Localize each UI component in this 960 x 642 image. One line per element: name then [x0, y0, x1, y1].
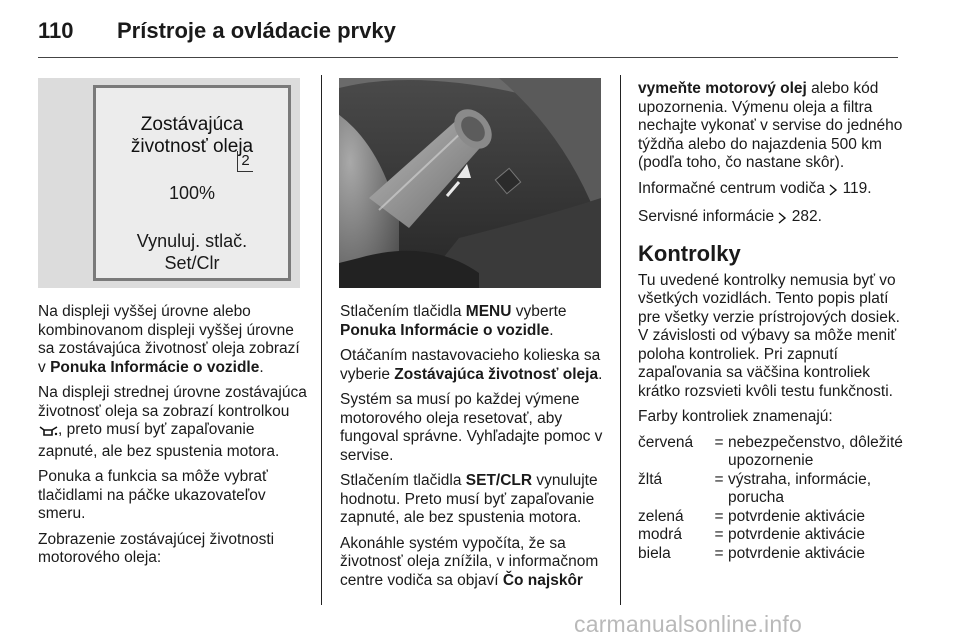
display-reset-line1: Vynuluj. stlač.	[136, 231, 248, 251]
col2-paragraph-5	[340, 535, 610, 591]
menu-reference: Ponuka Informácie o vozidle	[50, 358, 260, 376]
section-heading: Kontrolky	[638, 240, 741, 266]
col1-paragraph-2	[38, 384, 310, 461]
text: Stlačením tlačidla	[340, 303, 466, 320]
watermark: carmanualsonline.info	[574, 611, 802, 637]
page-title: Prístroje a ovládacie prvky	[117, 18, 396, 43]
equals-sign: =	[714, 544, 724, 562]
menu-reference: Zostávajúca životnosť oleja	[394, 365, 599, 383]
col3-paragraph-3	[638, 208, 903, 230]
text-column-1	[38, 303, 310, 575]
text-column-3	[638, 80, 903, 563]
color-name: žltá	[638, 470, 663, 488]
column-separator-left	[321, 75, 322, 605]
table-row	[638, 508, 903, 527]
text: .	[598, 365, 603, 383]
info-display-screen	[93, 85, 291, 281]
header-rule	[38, 57, 898, 58]
turn-signal-stalk-image	[339, 78, 601, 288]
color-meaning: potvrdenie aktivácie	[728, 507, 865, 525]
col1-paragraph-4: Zobrazenie zostávajúcej životnosti motorového oleja:	[38, 530, 275, 566]
color-meaning: potvrdenie aktivácie	[728, 526, 865, 543]
text-column-2	[340, 303, 610, 597]
equals-sign: =	[714, 526, 724, 543]
col3-paragraph-1	[638, 80, 903, 173]
display-reset-hint	[96, 230, 288, 274]
text: Otáčaním nastavovacieho kolieska sa vyberie	[340, 347, 601, 383]
table-row	[638, 434, 903, 471]
page-ref-arrow-icon	[829, 183, 838, 202]
color-meaning: potvrdenie aktivácie	[728, 544, 865, 562]
display-title-line2: životnosť oleja	[130, 136, 254, 157]
color-name: červená	[638, 433, 694, 451]
display-illustration	[38, 78, 300, 288]
table-row	[638, 471, 903, 508]
text: .	[259, 358, 264, 376]
col3-paragraph-5: Farby kontroliek znamenajú:	[638, 408, 833, 425]
text: Na displeji strednej úrovne zostávajúca životnosť oleja sa zobrazí kontrolkou	[38, 384, 307, 420]
text: , preto musí byť zapaľovanie zapnuté, ale bez spustenia motora.	[38, 421, 280, 460]
text: .	[817, 208, 822, 225]
page-reference[interactable]: 119	[842, 179, 868, 197]
equals-sign: =	[714, 470, 724, 488]
text: .	[867, 179, 872, 197]
stalk-photo	[339, 78, 601, 288]
text: alebo kód upozornenia. Výmenu oleja a filtra nechajte vykonať v servise do jedného týždňa alebo do najazdenia 500 km (podľa toho, čo nastane skôr).	[638, 80, 903, 171]
color-meaning: výstraha, informácie, porucha	[728, 470, 871, 506]
text: Akonáhle systém vypočíta, že sa životnosť oleja znížila, v informačnom centre vodiča sa objaví	[340, 534, 599, 589]
display-page-badge: 2	[237, 151, 253, 172]
color-meaning-table	[638, 434, 903, 564]
color-meaning: nebezpečenstvo, dôležité upozornenie	[728, 433, 903, 469]
message-reference: vymeňte motorový olej	[638, 80, 807, 97]
display-title	[96, 114, 288, 158]
text: Stlačením tlačidla	[340, 472, 466, 489]
color-name: biela	[638, 544, 671, 562]
page-ref-arrow-icon	[778, 211, 787, 230]
button-reference: MENU	[465, 303, 512, 320]
text: Servisné informácie	[638, 208, 779, 225]
text: .	[549, 321, 554, 339]
col2-paragraph-4	[340, 472, 610, 528]
oil-can-icon	[38, 424, 58, 443]
color-name: modrá	[638, 526, 682, 543]
col2-paragraph-3: Systém sa musí po každej výmene motorového oleja resetovať, aby fungoval správne. Vyhľadajte pomoc v servise.	[340, 391, 603, 464]
equals-sign: =	[714, 433, 724, 451]
text: Informačné centrum vodiča	[638, 179, 830, 197]
button-reference: SET/CLR	[465, 472, 533, 489]
display-reset-line2: Set/Clr	[164, 253, 220, 273]
display-title-line1: Zostávajúca	[140, 114, 244, 135]
menu-reference: Ponuka Informácie o vozidle	[340, 321, 550, 339]
column-separator-right	[620, 75, 621, 605]
text: vynulujte hodnotu. Preto musí byť zapaľovanie zapnuté, ale bez spustenia motora.	[340, 472, 598, 526]
equals-sign: =	[714, 507, 724, 525]
page-header	[38, 18, 918, 48]
col1-paragraph-1	[38, 303, 310, 377]
text: Na displeji vyššej úrovne alebo kombinovanom displeji vyššej úrovne sa zostávajúca životnosť oleja zobrazí v	[38, 303, 300, 376]
table-row	[638, 545, 903, 564]
display-percent: 100%	[168, 183, 216, 203]
text: vyberte	[511, 303, 567, 320]
col2-paragraph-1	[340, 303, 610, 340]
col3-paragraph-4: Tu uvedené kontrolky nemusia byť vo všetkých vozidlách. Tento popis platí pre všetky verzie prístrojových dosiek. V závislosti od výbavy sa môže meniť poloha kontroliek. Pri zapnutí zapaľovania sa väčšina kontroliek krátko rozsvieti kvôli testu funkčnosti.	[638, 271, 900, 400]
page-reference[interactable]: 282	[791, 208, 818, 225]
col3-paragraph-2	[638, 180, 903, 202]
message-reference: Čo najskôr	[502, 571, 583, 589]
page-number: 110	[38, 18, 74, 43]
table-row	[638, 526, 903, 545]
col1-paragraph-3: Ponuka a funkcia sa môže vybrať tlačidlami na páčke ukazovateľov smeru.	[38, 468, 268, 522]
color-name: zelená	[638, 507, 684, 525]
col2-paragraph-2	[340, 347, 610, 384]
